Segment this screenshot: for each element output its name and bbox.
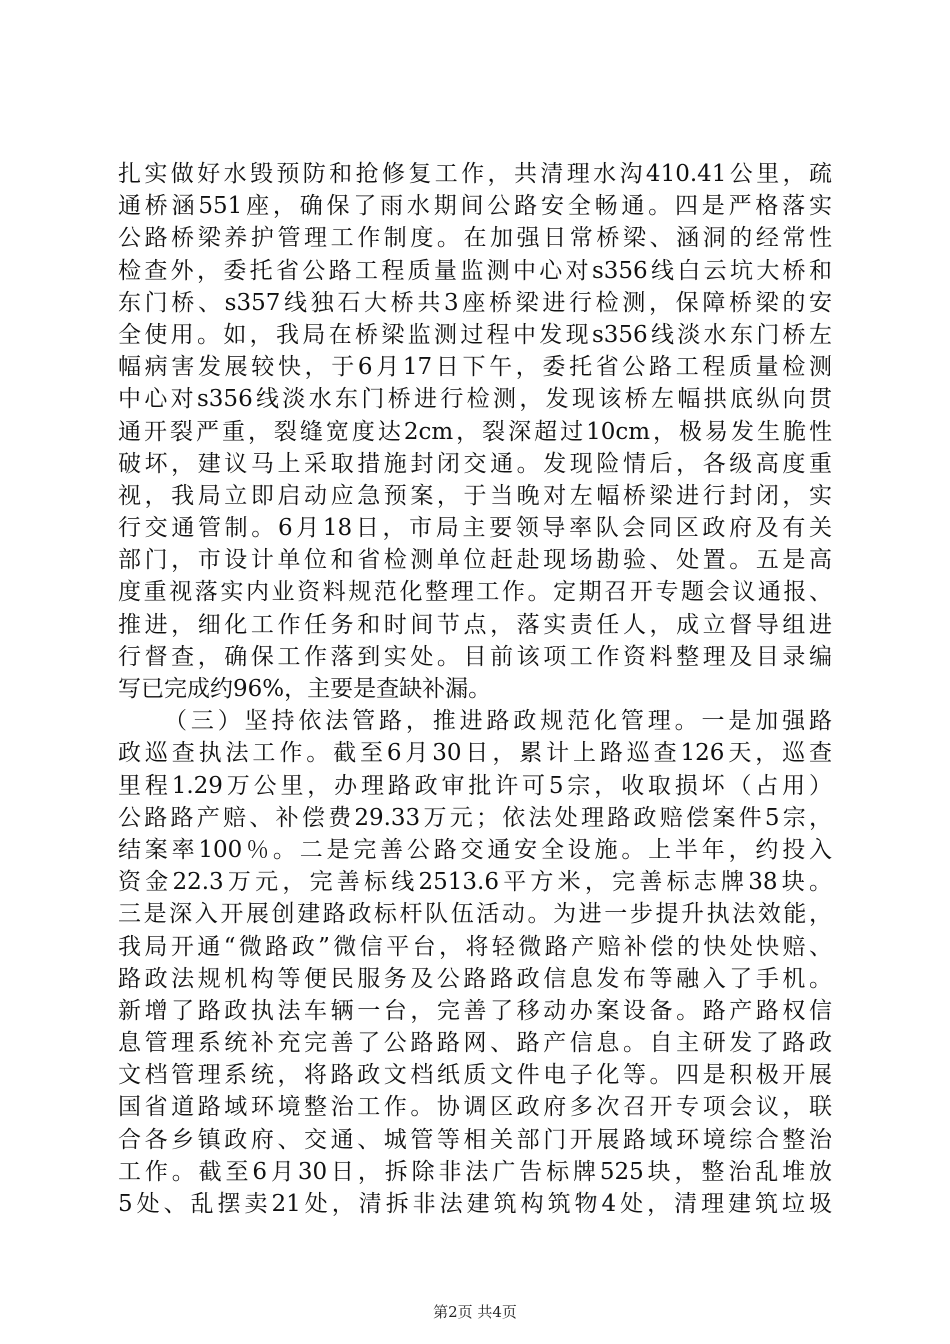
document-body	[118, 158, 832, 1220]
text-line: 中心对s356线淡水东门桥进行检测，发现该桥左幅拱底纵向贯	[118, 386, 832, 413]
text-line: 工作。截至6月30日，拆除非法广告标牌525块，整治乱堆放	[118, 1158, 832, 1185]
text-line: 三是深入开展创建路政标杆队伍活动。为进一步提升执法效能，	[118, 901, 832, 928]
text-line: 国省道路域环境整治工作。协调区政府多次召开专项会议，联	[118, 1094, 832, 1121]
text-line: 通开裂严重，裂缝宽度达2cm，裂深超过10cm，极易发生脆性	[118, 418, 832, 445]
text-line: 视，我局立即启动应急预案，于当晚对左幅桥梁进行封闭，实	[118, 482, 832, 509]
text-line: 部门，市设计单位和省检测单位赶赴现场勘验、处置。五是高	[118, 547, 832, 574]
text-line: 幅病害发展较快，于6月17日下午，委托省公路工程质量检测	[118, 354, 832, 381]
text-line: 扎实做好水毁预防和抢修复工作，共清理水沟410.41公里，疏	[118, 161, 832, 187]
text-line: 资金22.3万元，完善标线2513.6平方米，完善标志牌38块。	[118, 869, 832, 896]
text-line: 通桥涵551座，确保了雨水期间公路安全畅通。四是严格落实	[118, 193, 832, 220]
text-line: 合各乡镇政府、交通、城管等相关部门开展路域环境综合整治	[118, 1126, 832, 1153]
paragraph-end-line: 写已完成约96%，主要是查缺补漏。	[118, 676, 492, 702]
text-line: 全使用。如，我局在桥梁监测过程中发现s356线淡水东门桥左	[118, 321, 832, 348]
text-line: 推进，细化工作任务和时间节点，落实责任人，成立督导组进	[118, 611, 832, 638]
text-line: 政巡查执法工作。截至6月30日，累计上路巡查126天，巡查	[118, 740, 832, 767]
text-line: 公路桥梁养护管理工作制度。在加强日常桥梁、涵洞的经常性	[118, 225, 832, 252]
text-line: 东门桥、s357线独石大桥共3座桥梁进行检测，保障桥梁的安	[118, 289, 832, 316]
text-line: 5处、乱摆卖21处，清拆非法建筑构筑物4处，清理建筑垃圾	[118, 1191, 832, 1217]
text-line: 度重视落实内业资料规范化整理工作。定期召开专题会议通报、	[118, 579, 832, 606]
section-heading-line: （三）坚持依法管路，推进路政规范化管理。一是加强路	[164, 708, 832, 735]
text-line: 行交通管制。6月18日，市局主要领导率队会同区政府及有关	[118, 515, 832, 542]
text-line: 文档管理系统，将路政文档纸质文件电子化等。四是积极开展	[118, 1062, 832, 1089]
page-number-footer: 第2页 共4页	[433, 1303, 517, 1321]
text-line: 我局开通“微路政”微信平台，将轻微路产赔补偿的快处快赔、	[118, 933, 832, 960]
text-line: 检查外，委托省公路工程质量监测中心对s356线白云坑大桥和	[118, 257, 832, 284]
text-line: 公路路产赔、补偿费29.33万元；依法处理路政赔偿案件5宗，	[118, 804, 832, 831]
text-line: 里程1.29万公里，办理路政审批许可5宗，收取损坏（占用）	[118, 772, 832, 799]
text-line: 息管理系统补充完善了公路路网、路产信息。自主研发了路政	[118, 1030, 832, 1057]
text-line: 破坏，建议马上采取措施封闭交通。发现险情后，各级高度重	[118, 450, 832, 477]
text-line: 路政法规机构等便民服务及公路路政信息发布等融入了手机。	[118, 965, 832, 992]
text-line: 新增了路政执法车辆一台，完善了移动办案设备。路产路权信	[118, 997, 832, 1024]
text-line: 行督查，确保工作落到实处。目前该项工作资料整理及目录编	[118, 643, 832, 670]
text-line: 结案率100％。二是完善公路交通安全设施。上半年，约投入	[118, 836, 832, 863]
